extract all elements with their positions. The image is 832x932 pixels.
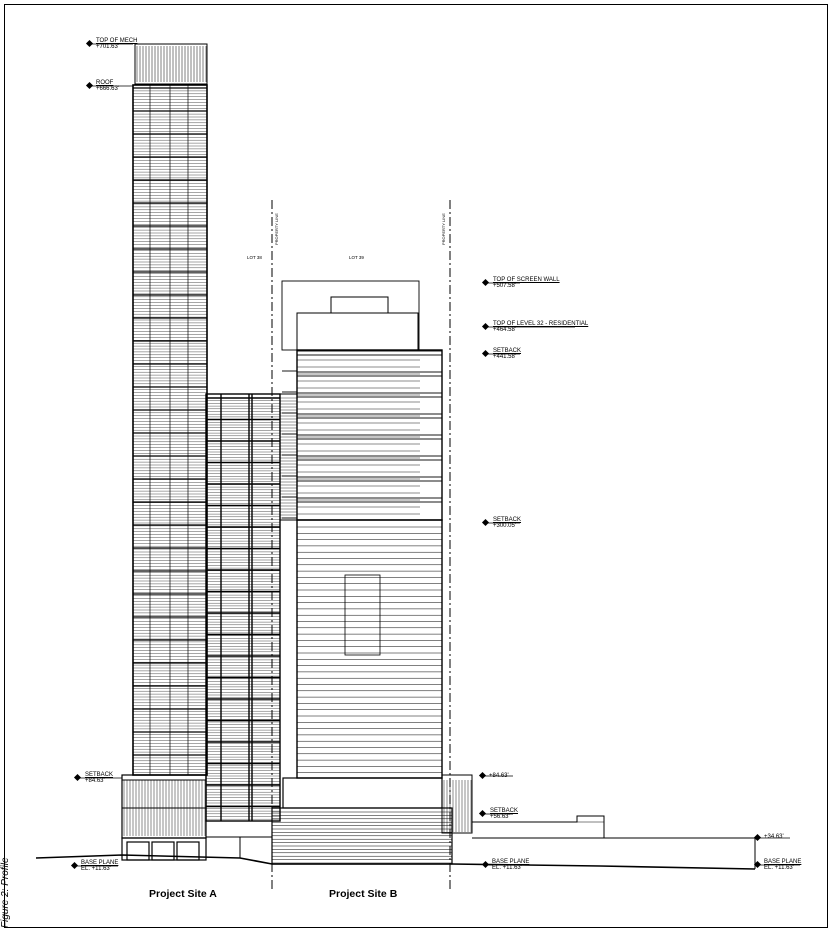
marker-value: EL. +11.63' xyxy=(492,865,522,871)
marker-setback-300 xyxy=(493,517,521,529)
site-b-label: Project Site B xyxy=(329,888,398,900)
marker-value: +701.63' xyxy=(96,44,120,50)
marker-label: BASE PLANE xyxy=(764,859,802,865)
marker-label: TOP OF MECH xyxy=(96,38,138,44)
marker-value: +56.63' xyxy=(490,814,510,820)
marker-base-plane-a xyxy=(81,860,118,872)
tower-b-side-podium xyxy=(442,775,472,833)
garage-door xyxy=(152,842,174,860)
marker-value: +34.63' xyxy=(764,834,784,840)
marker-value: +441.58' xyxy=(493,354,517,360)
marker-value: +507.58' xyxy=(493,283,517,289)
marker-value: +666.63' xyxy=(96,86,120,92)
garage-door xyxy=(127,842,149,860)
marker-label: SETBACK xyxy=(490,808,519,814)
marker-top-of-mech xyxy=(96,38,137,50)
marker-label: SETBACK xyxy=(493,517,522,523)
property-line-label-b: PROPERTY LINE xyxy=(441,213,446,245)
marker-34 xyxy=(764,834,784,840)
tower-b xyxy=(272,281,472,864)
marker-setback-441 xyxy=(493,348,521,360)
tower-b-podium xyxy=(283,778,442,808)
marker-label: SETBACK xyxy=(85,772,114,778)
screen-wall xyxy=(282,281,419,350)
marker-value: +300.05' xyxy=(493,523,517,529)
balcony-slab xyxy=(297,351,442,355)
marker-label: TOP OF LEVEL 32 - RESIDENTIAL xyxy=(493,321,589,327)
crown-lower xyxy=(297,313,418,350)
tower-a xyxy=(122,44,207,860)
lot-b-label: LOT 39 xyxy=(349,255,364,260)
marker-84 xyxy=(489,773,509,779)
marker-label: SETBACK xyxy=(493,348,522,354)
marker-value: EL. +11.63' xyxy=(81,866,111,872)
site-elements xyxy=(36,44,800,890)
marker-value: +464.58' xyxy=(493,327,517,333)
property-line-label-a: PROPERTY LINE xyxy=(274,213,279,245)
site-a-label: Project Site A xyxy=(149,888,217,900)
lot-a-label: LOT 38 xyxy=(247,255,262,260)
marker-value: +84.63' xyxy=(85,778,105,784)
marker-label: ROOF xyxy=(96,80,114,86)
ground-line xyxy=(36,855,755,869)
tower-a-annex xyxy=(206,394,297,837)
marker-value: EL. +11.63' xyxy=(764,865,794,871)
marker-setback-56 xyxy=(490,808,518,820)
marker-base-plane-c xyxy=(764,859,801,871)
marker-base-plane-b xyxy=(492,859,529,871)
marker-roof xyxy=(96,80,119,92)
marker-label: BASE PLANE xyxy=(492,859,530,865)
figure-side-label: Figure 2: Profile xyxy=(0,857,11,928)
marker-top-of-level-32 xyxy=(493,321,588,333)
marker-setback-a xyxy=(85,772,113,784)
annex-base xyxy=(206,821,272,837)
marker-label: BASE PLANE xyxy=(81,860,119,866)
marker-top-of-screen-wall xyxy=(493,277,560,289)
marker-value: +84.63' xyxy=(489,773,509,779)
crown-upper xyxy=(331,297,388,313)
tower-a-podium xyxy=(122,775,206,838)
marker-label: TOP OF SCREEN WALL xyxy=(493,277,560,283)
